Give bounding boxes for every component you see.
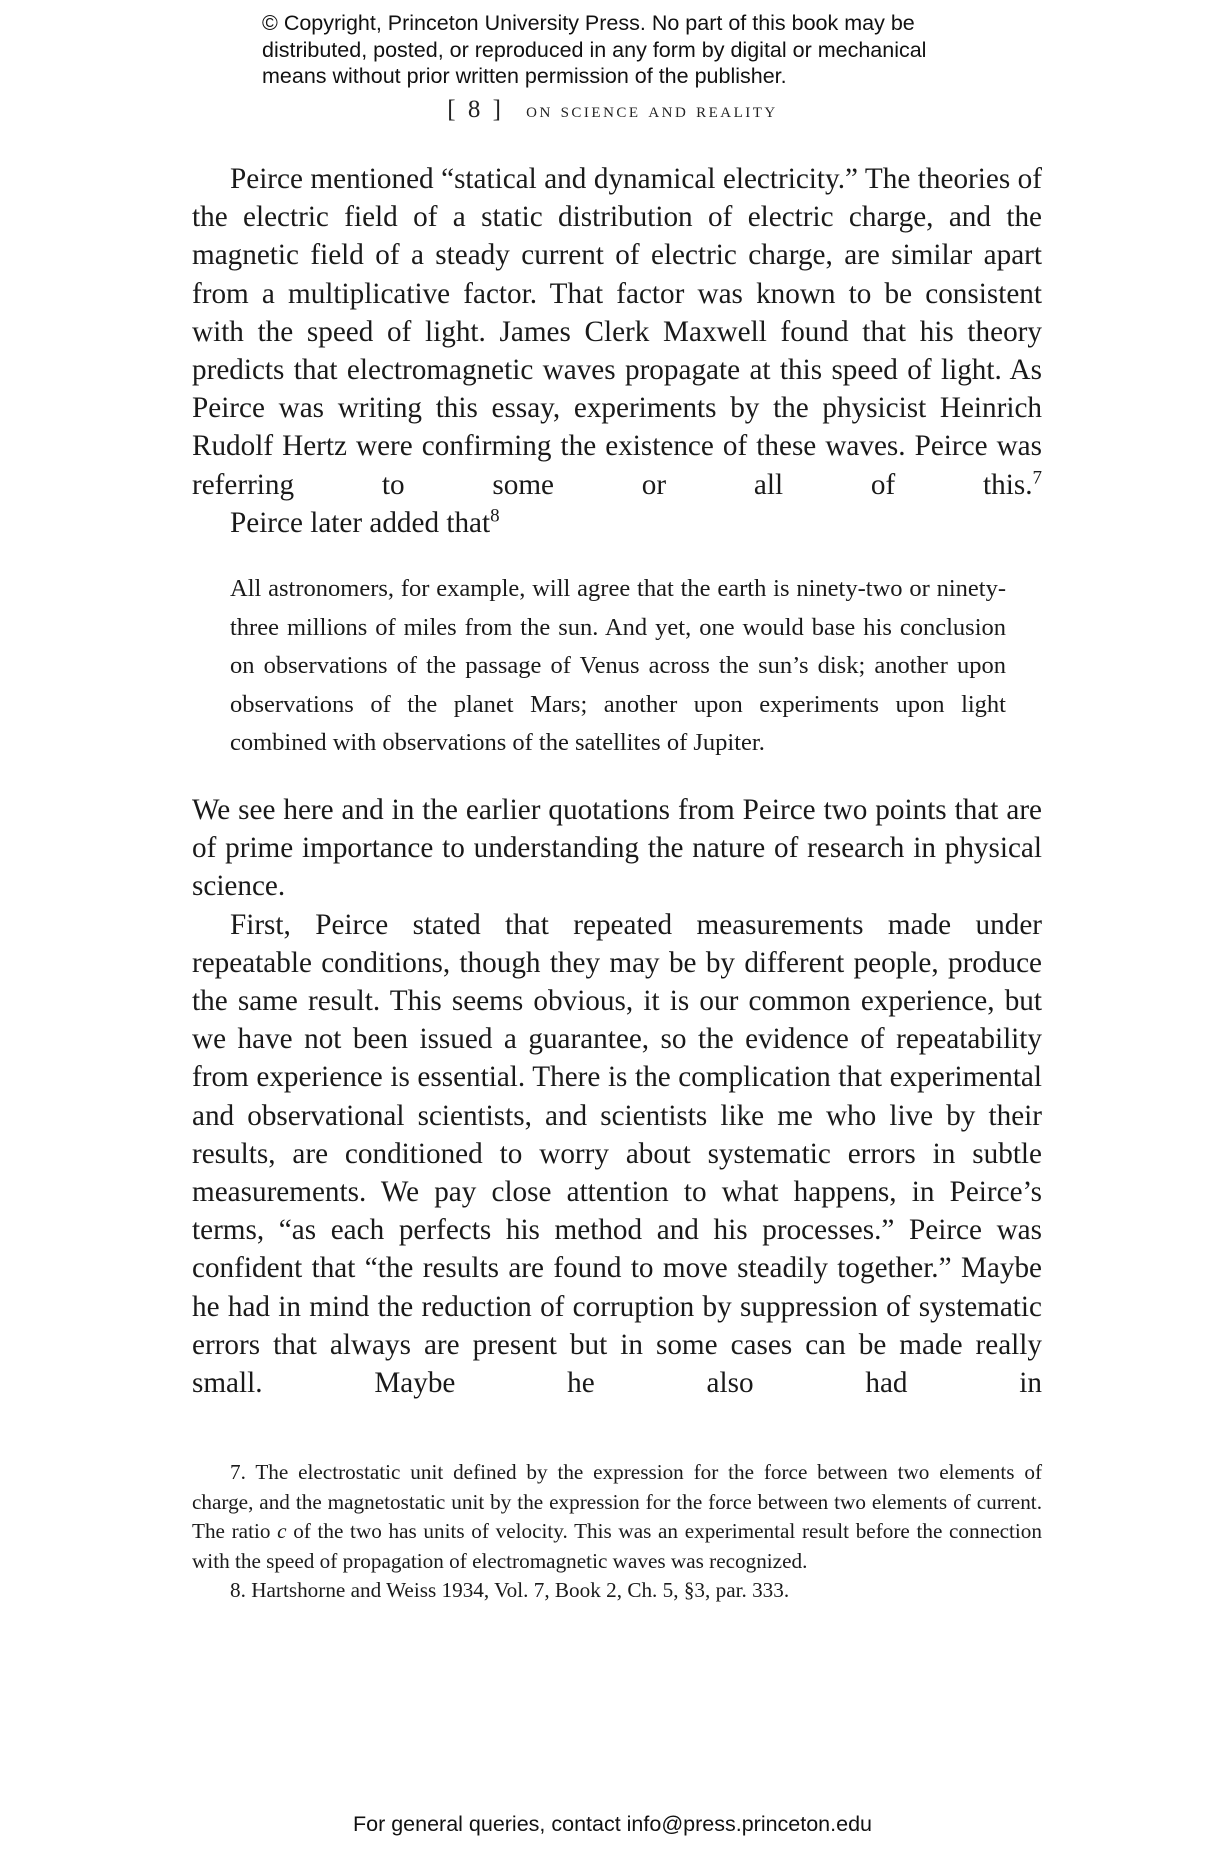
footer-contact: For general queries, contact info@press.princeton.edu <box>352 1812 872 1836</box>
footnote-ref-7[interactable]: 7 <box>1032 467 1042 489</box>
footnote-8: 8. Hartshorne and Weiss 1934, Vol. 7, Book 2, Ch. 5, §3, par. 333. <box>230 1578 790 1602</box>
page-number: [ 8 ] <box>447 96 504 123</box>
footnote-7 <box>192 1458 1042 1576</box>
paragraph-electricity <box>192 160 1042 504</box>
paragraph-peirce-added <box>192 504 1042 542</box>
running-head-title: on science and reality <box>526 98 778 122</box>
copyright-line-1: © Copyright, Princeton University Press. No part of this book may be <box>262 11 915 35</box>
copyright-line-2: distributed, posted, or reproduced in any form by digital or mechanical <box>262 37 927 62</box>
paragraph-peirce-added-text: Peirce later added that <box>230 506 491 539</box>
footnote-7-variable: c <box>277 1519 287 1543</box>
copyright-notice <box>262 10 1002 90</box>
footnote-7-text-b: of the two has units of velocity. This was an experimental result before the connection with the speed of propagation of electromagnetic waves was recognized. <box>192 1519 1042 1573</box>
paragraph-repeatability: First, Peirce stated that repeated measurements made under repeatable conditions, though they may be by different people, produce the same result. This seems obvious, it is our common experience, but we have not been issued a guarantee, so the evidence of repeatability from experience is essential. There is the complication that experimental and observational scientists, and scientists like me who live by their results, are conditioned to worry about systematic errors in subtle measurements. We pay close attention to what happens, in Peirce’s terms, “as each perfects his method and his processes.” Peirce was confident that “the results are found to move steadily together.” Maybe he had in mind the reduction of corruption by suppression of systematic errors that always are present but in some cases can be made really small. Maybe he also had in <box>192 908 1042 1400</box>
paragraph-two-points: We see here and in the earlier quotations from Peirce two points that are of prime importance to understanding the nature of research in physical science. <box>192 794 1042 903</box>
footnotes <box>192 1458 1042 1606</box>
copyright-line-3: means without prior written permission of the publisher. <box>262 64 787 88</box>
main-text <box>192 160 1042 1402</box>
block-quote-astronomers: All astronomers, for example, will agree that the earth is ninety-two or ninety-three millions of miles from the sun. And yet, one would base his conclusion on observations of the passage of Venus across the sun’s disk; another upon observations of the planet Mars; another upon experiments upon light combined with observations of the satellites of Jupiter. <box>230 575 1006 757</box>
running-head <box>0 96 1225 124</box>
footnote-ref-8[interactable]: 8 <box>490 505 500 527</box>
footnote-7-text-a: 7. The electrostatic unit defined by the expression for the force between two elements of charge, and the magnetostatic unit by the expression for the force between two elements of current. The ratio <box>192 1460 1042 1543</box>
paragraph-electricity-text: Peirce mentioned “statical and dynamical electricity.” The theories of the electric field of a static distribution of electric charge, and the magnetic field of a steady current of electric charge, are similar apart from a multiplicative factor. That factor was known to be consistent with the speed of light. James Clerk Maxwell found that his theory predicts that electromagnetic waves propagate at this speed of light. As Peirce was writing this essay, experiments by the physicist Heinrich Rudolf Hertz were confirming the existence of these waves. Peirce was referring to some or all of this. <box>192 163 1042 501</box>
